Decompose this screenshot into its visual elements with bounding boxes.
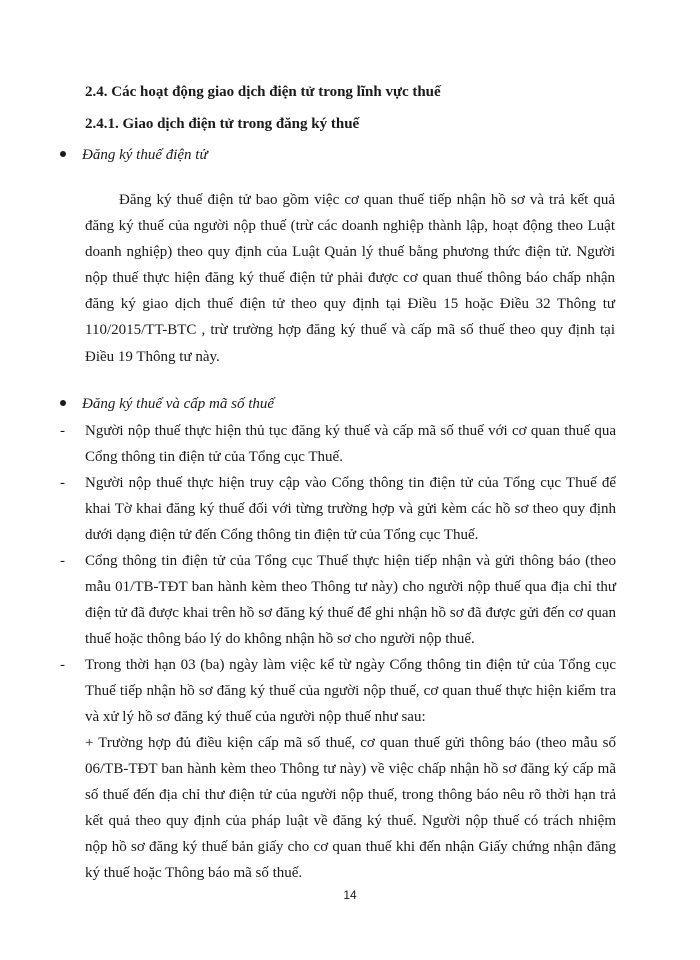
list-item-text: Người nộp thuế thực hiện truy cập vào Cổng thông tin điện tử của Tổng cục Thuế để khai Tờ khai đăng ký thuế đối với từng trường hợp và gửi kèm các hồ sơ theo quy định dưới dạng điện tử đến Cổng thông tin điện tử của Tổng cục Thuế.	[85, 475, 616, 543]
list-item-text: Cổng thông tin điện tử của Tổng cục Thuế thực hiện tiếp nhận và gửi thông báo (theo mẫu 01/TB-TĐT ban hành kèm theo Thông tư này) cho người nộp thuế qua địa chỉ thư điện tử đã được khai trên hồ sơ đăng ký thuế để ghi nhận hồ sơ đã được gửi đến cơ quan thuế hoặc thông báo lý do không nhận hồ sơ cho người nộp thuế.	[85, 553, 616, 647]
dash-marker: -	[60, 657, 65, 673]
section-heading: 2.4. Các hoạt động giao dịch điện tử trong lĩnh vực thuế	[85, 84, 441, 100]
bullet-item-electronic-registration	[60, 147, 208, 164]
page-number: 14	[343, 888, 357, 902]
subsection-heading: 2.4.1. Giao dịch điện tử trong đăng ký thuế	[85, 116, 360, 132]
plus-paragraph: + Trường hợp đủ điều kiện cấp mã số thuế, cơ quan thuế gửi thông báo (theo mẫu số 06/TB-TĐT ban hành kèm theo Thông tư này) về việc chấp nhận hồ sơ đăng ký cấp mã số thuế đến địa chỉ thư điện tử của người nộp thuế, trong thông báo nêu rõ thời hạn trả kết quả theo quy định của pháp luật về đăng ký thuế. Người nộp thuế có trách nhiệm nộp hồ sơ đăng ký thuế bản giấy cho cơ quan thuế khi đến nhận Giấy chứng nhận đăng ký thuế hoặc Thông báo mã số thuế.	[85, 735, 616, 881]
list-item	[60, 418, 616, 470]
bullet-label: Đăng ký thuế và cấp mã số thuế	[82, 396, 275, 412]
bullet-item-registration-and-tax-code	[60, 396, 274, 413]
intro-paragraph: Đăng ký thuế điện tử bao gồm việc cơ quan thuế tiếp nhận hồ sơ và trả kết quả đăng ký thuế của người nộp thuế (trừ các doanh nghiệp thành lập, hoạt động theo Luật doanh nghiệp) theo quy định của Luật Quản lý thuế bằng phương thức điện tử. Người nộp thuế thực hiện đăng ký thuế điện tử phải được cơ quan thuế thông báo chấp nhận đăng ký giao dịch thuế điện tử theo quy định tại Điều 15 hoặc Điều 32 Thông tư 110/2015/TT-BTC , trừ trường hợp đăng ký thuế và cấp mã số thuế theo quy định tại Điều 19 Thông tư này.	[85, 192, 615, 365]
list-item	[60, 652, 616, 730]
list-item	[60, 548, 616, 652]
list-item-text: Trong thời hạn 03 (ba) ngày làm việc kể từ ngày Cổng thông tin điện tử của Tổng cục Thuế tiếp nhận hồ sơ đăng ký thuế của người nộp thuế, cơ quan thuế thực hiện kiểm tra và xử lý hồ sơ đăng ký thuế của người nộp thuế như sau:	[85, 657, 616, 725]
list-item	[60, 470, 616, 548]
bullet-icon	[60, 151, 66, 157]
bullet-label: Đăng ký thuế điện tử	[82, 147, 208, 163]
list-item-text: Người nộp thuế thực hiện thủ tục đăng ký thuế và cấp mã số thuế với cơ quan thuế qua Cổng thông tin điện tử của Tổng cục Thuế.	[85, 423, 616, 465]
dash-marker: -	[60, 423, 65, 439]
dash-marker: -	[60, 553, 65, 569]
dash-marker: -	[60, 475, 65, 491]
bullet-icon	[60, 400, 66, 406]
